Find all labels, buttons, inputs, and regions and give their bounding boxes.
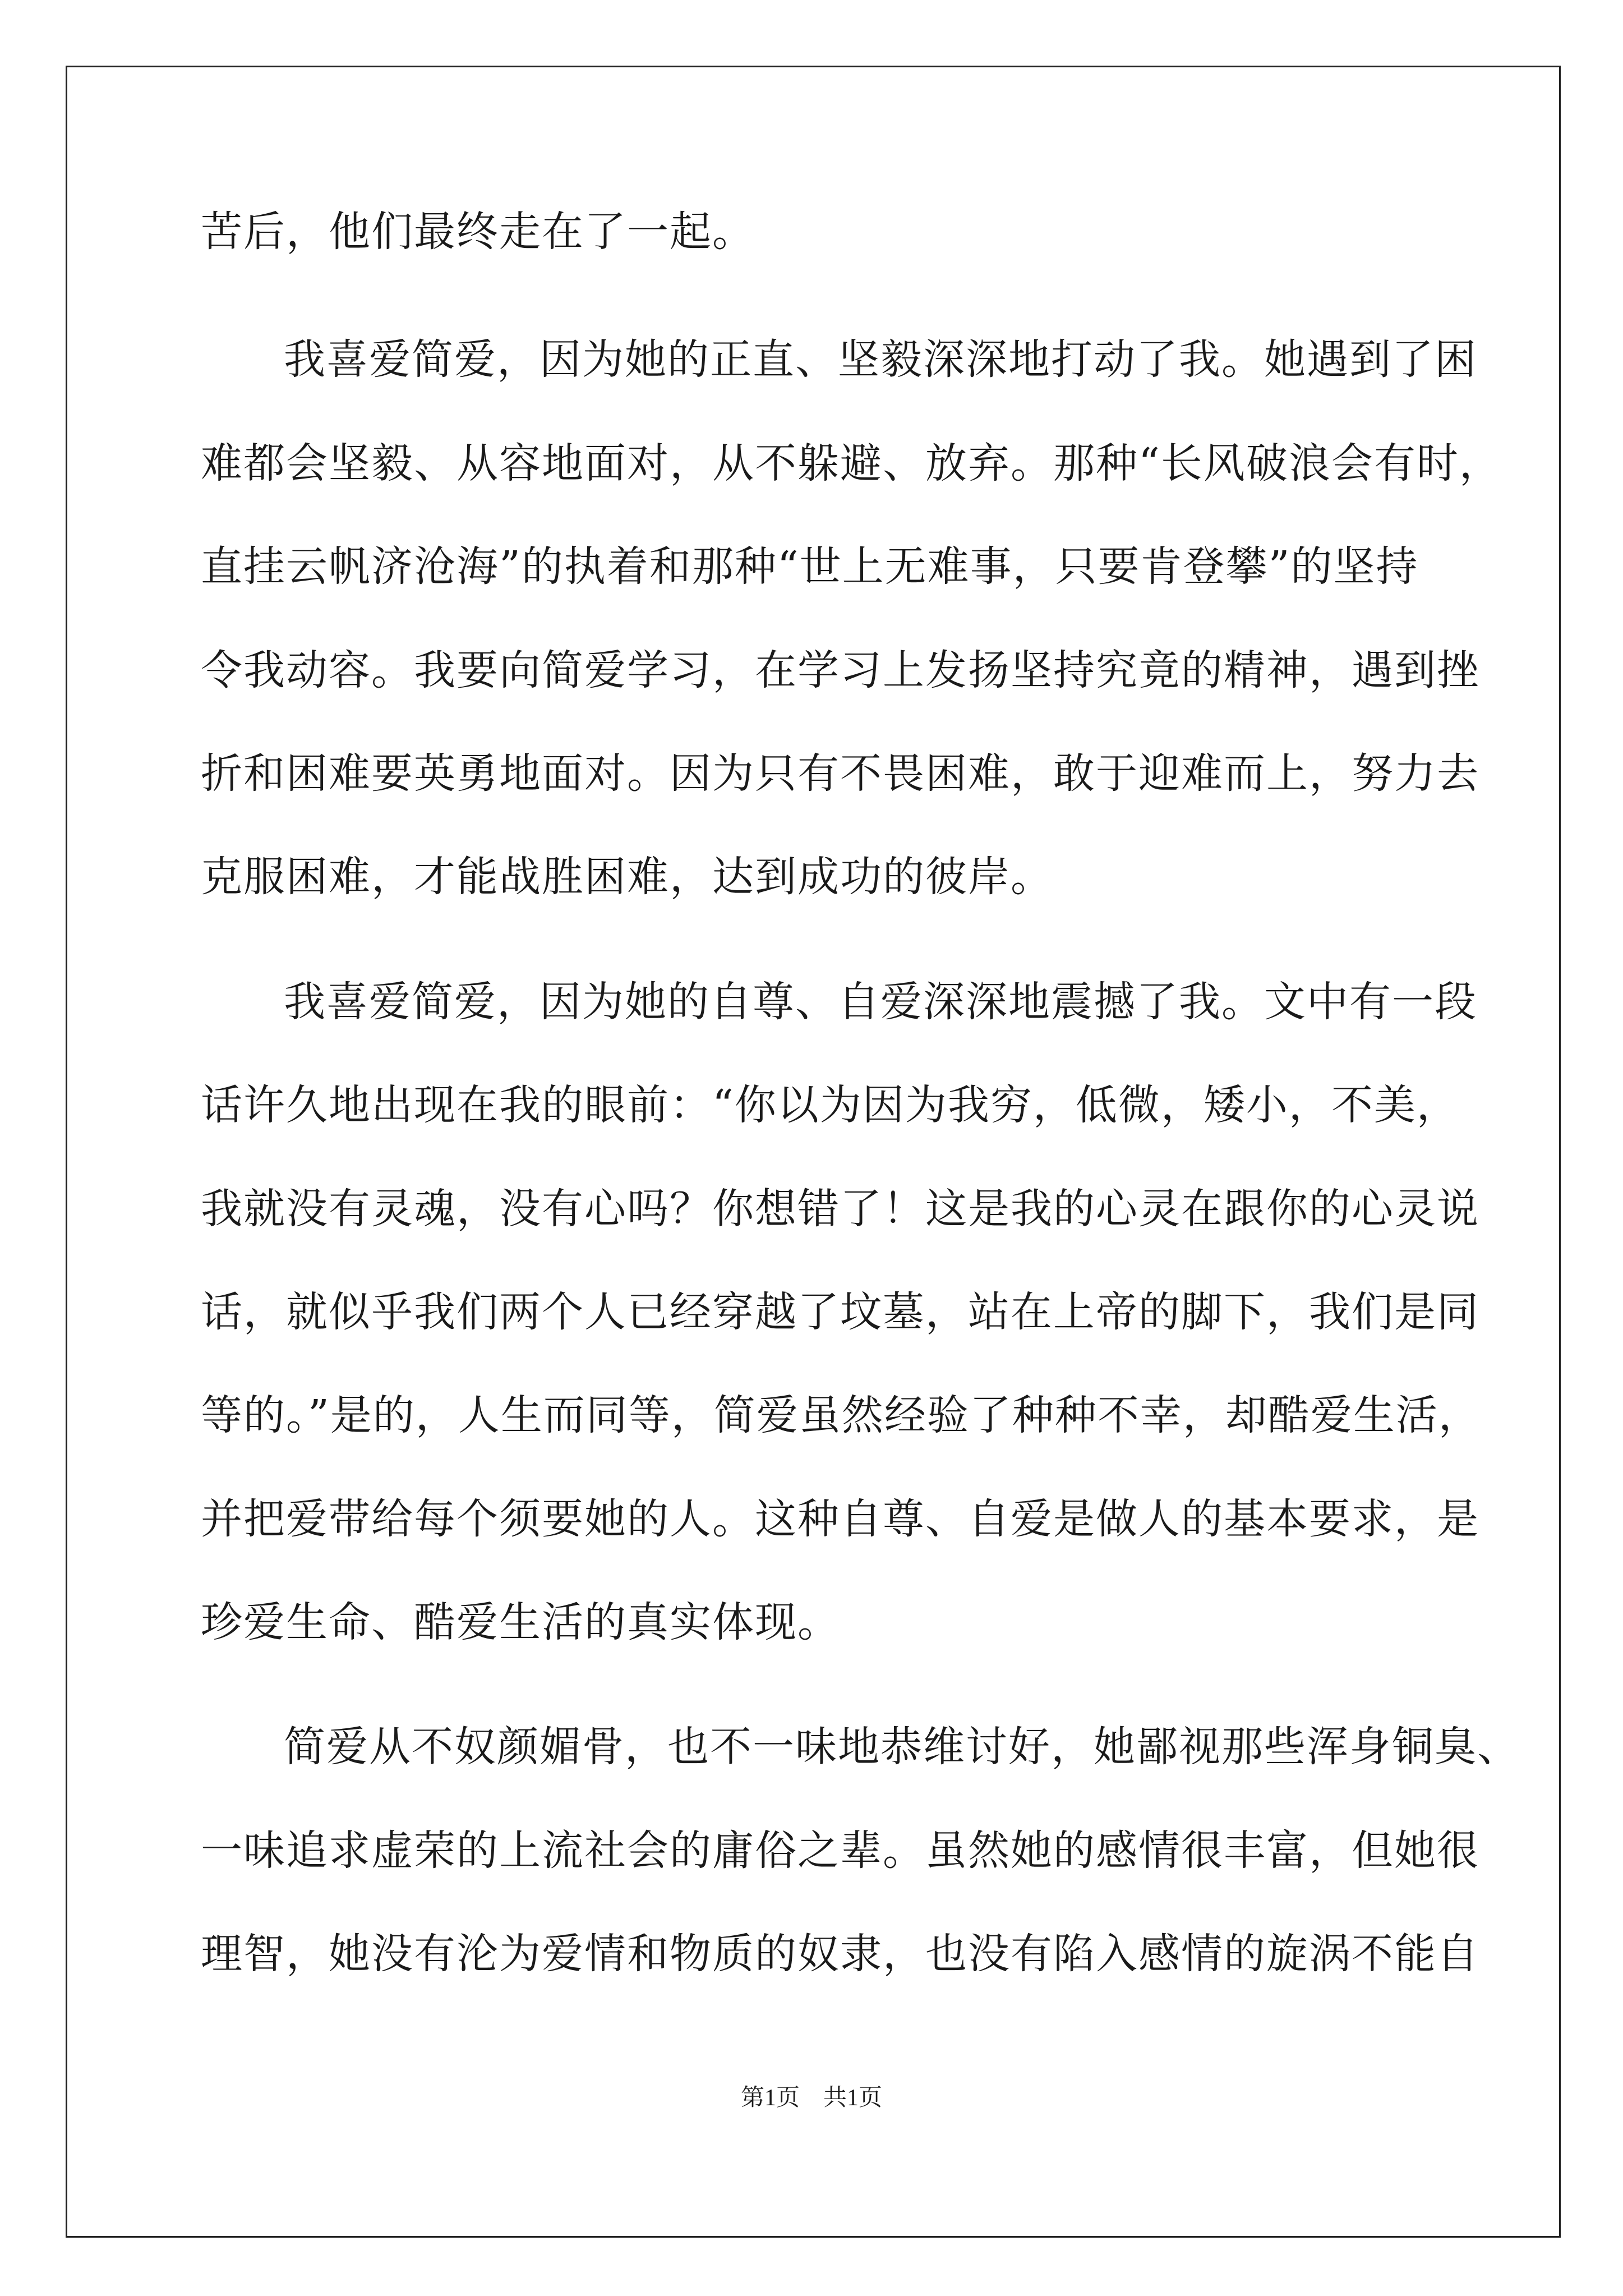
text-line: 折和困难要英勇地面对。因为只有不畏困难，敢于迎难而上，努力去 [201,749,1479,798]
text-line: 理智，她没有沦为爱情和物质的奴隶，也没有陷入感情的旋涡不能自 [201,1930,1479,1978]
page-total: 共1页 [823,2085,883,2111]
text-line: 并把爱带给每个须要她的人。这种自尊、自爱是做人的基本要求，是 [201,1495,1479,1543]
text-line: 一味追求虚荣的上流社会的庸俗之辈。虽然她的感情很丰富，但她很 [201,1826,1479,1875]
text-line: 苦后，他们最终走在了一起。 [201,208,755,256]
paragraph-start-line: 我喜爱简爱，因为她的自尊、自爱深深地震撼了我。文中有一段 [284,978,1477,1026]
page-footer [0,2082,1623,2114]
text-line: 我就没有灵魂，没有心吗？你想错了！这是我的心灵在跟你的心灵说 [201,1185,1479,1233]
page-border [66,66,1561,2238]
paragraph-start-line: 简爱从不奴颜媚骨，也不一味地恭维讨好，她鄙视那些浑身铜臭、 [284,1723,1520,1771]
text-line: 令我动容。我要向简爱学习，在学习上发扬坚持究竟的精神，遇到挫 [201,646,1479,694]
text-line: 话许久地出现在我的眼前：“你以为因为我穷，低微，矮小，不美， [201,1081,1459,1129]
text-line: 直挂云帆济沧海”的执着和那种“世上无难事，只要肯登攀”的坚持 [201,542,1419,591]
text-line: 珍爱生命、酷爱生活的真实体现。 [201,1598,840,1646]
text-line: 克服困难，才能战胜困难，达到成功的彼岸。 [201,853,1053,901]
page-number: 第1页 [740,2085,800,2111]
text-line: 等的。”是的，人生而同等，简爱虽然经验了种种不幸，却酷爱生活， [201,1391,1481,1439]
text-line: 话，就似乎我们两个人已经穿越了坟墓，站在上帝的脚下，我们是同 [201,1288,1479,1336]
text-line: 难都会坚毅、从容地面对，从不躲避、放弃。那种“长风破浪会有时， [201,439,1502,487]
paragraph-start-line: 我喜爱简爱，因为她的正直、坚毅深深地打动了我。她遇到了困 [284,335,1477,384]
